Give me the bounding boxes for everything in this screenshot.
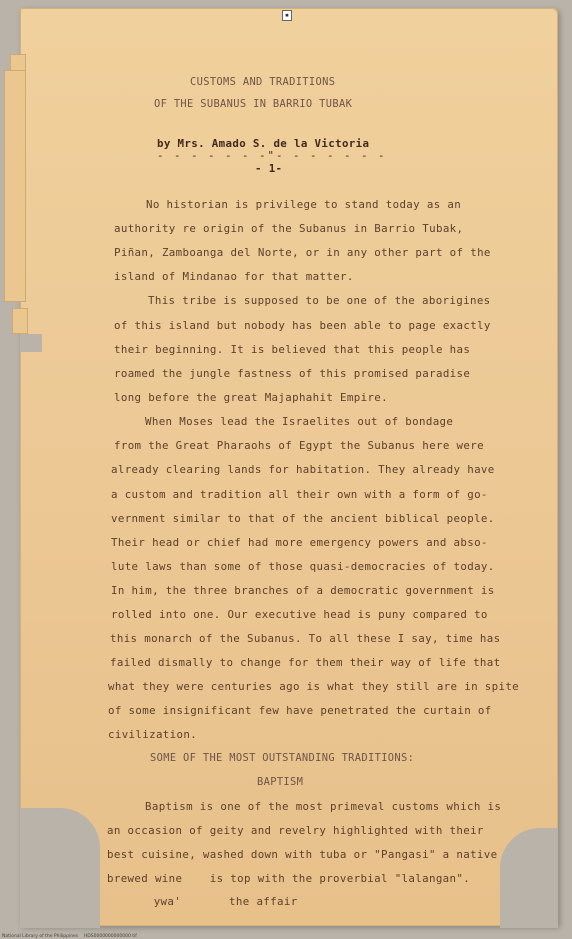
body-line: roamed the jungle fastness of this promised paradise xyxy=(114,367,471,380)
baptism-line: Baptism is one of the most primeval customs which is xyxy=(145,800,502,813)
body-line: failed dismally to change for them their way of life that xyxy=(110,656,501,669)
body-line: what they were centuries ago is what they still are in spite xyxy=(108,680,520,693)
body-line: When Moses lead the Israelites out of bondage xyxy=(145,415,454,428)
body-line: vernment similar to that of the ancient biblical people. xyxy=(111,512,495,525)
body-line: this monarch of the Subanus. To all these I say, time has xyxy=(110,632,501,645)
body-line: island of Mindanao for that matter. xyxy=(114,270,354,283)
body-line: Piñan, Zamboanga del Norte, or in any other part of the xyxy=(114,246,491,259)
body-line: In him, the three branches of a democratic government is xyxy=(111,584,495,597)
body-line: from the Great Pharaohs of Egypt the Subanus here were xyxy=(114,439,484,452)
section-heading: SOME OF THE MOST OUTSTANDING TRADITIONS: xyxy=(150,752,415,764)
body-line: a custom and tradition all their own with a form of go- xyxy=(111,488,488,501)
body-line: rolled into one. Our executive head is puny compared to xyxy=(111,608,488,621)
body-line: civilization. xyxy=(108,728,198,741)
page-number: - 1- xyxy=(255,162,283,175)
torn-hole xyxy=(500,828,558,928)
body-line: This tribe is supposed to be one of the aborigines xyxy=(148,294,491,307)
separator-line: - - - - - - -"- - - - - - - xyxy=(157,149,387,162)
torn-hole xyxy=(20,334,42,352)
baptism-line: ywa' the affair xyxy=(140,895,339,908)
body-line: their beginning. It is believed that this people has xyxy=(114,343,471,356)
title-line-1: CUSTOMS AND TRADITIONS xyxy=(190,76,336,88)
body-line: No historian is privilege to stand today as an xyxy=(146,198,462,211)
body-line: already clearing lands for habitation. They already have xyxy=(111,463,495,476)
body-line: lute laws than some of those quasi-democracies of today. xyxy=(111,560,495,573)
body-line: authority re origin of the Subanus in Barrio Tubak, xyxy=(114,222,464,235)
baptism-line: best cuisine, washed down with tuba or "Pangasi" a native xyxy=(107,848,498,861)
page-marker-icon: ▪ xyxy=(282,10,292,21)
baptism-line: brewed wine is top with the proverbial "lalangan". xyxy=(107,872,471,885)
torn-edge xyxy=(4,70,26,302)
baptism-heading: BAPTISM xyxy=(257,776,304,788)
title-line-2: OF THE SUBANUS IN BARRIO TUBAK xyxy=(154,98,353,110)
body-line: of some insignificant few have penetrated the curtain of xyxy=(108,704,492,717)
body-line: Their head or chief had more emergency powers and abso- xyxy=(111,536,488,549)
body-line: of this island but nobody has been able to page exactly xyxy=(114,319,491,332)
baptism-line: an occasion of geity and revelry highlighted with their xyxy=(107,824,484,837)
byline: by Mrs. Amado S. de la Victoria xyxy=(157,137,370,150)
torn-hole xyxy=(20,808,100,928)
archive-footer: National Library of the Philippines HDS0000000000000 tif xyxy=(2,933,137,939)
torn-edge xyxy=(12,308,28,334)
body-line: long before the great Majaphahit Empire. xyxy=(114,391,389,404)
